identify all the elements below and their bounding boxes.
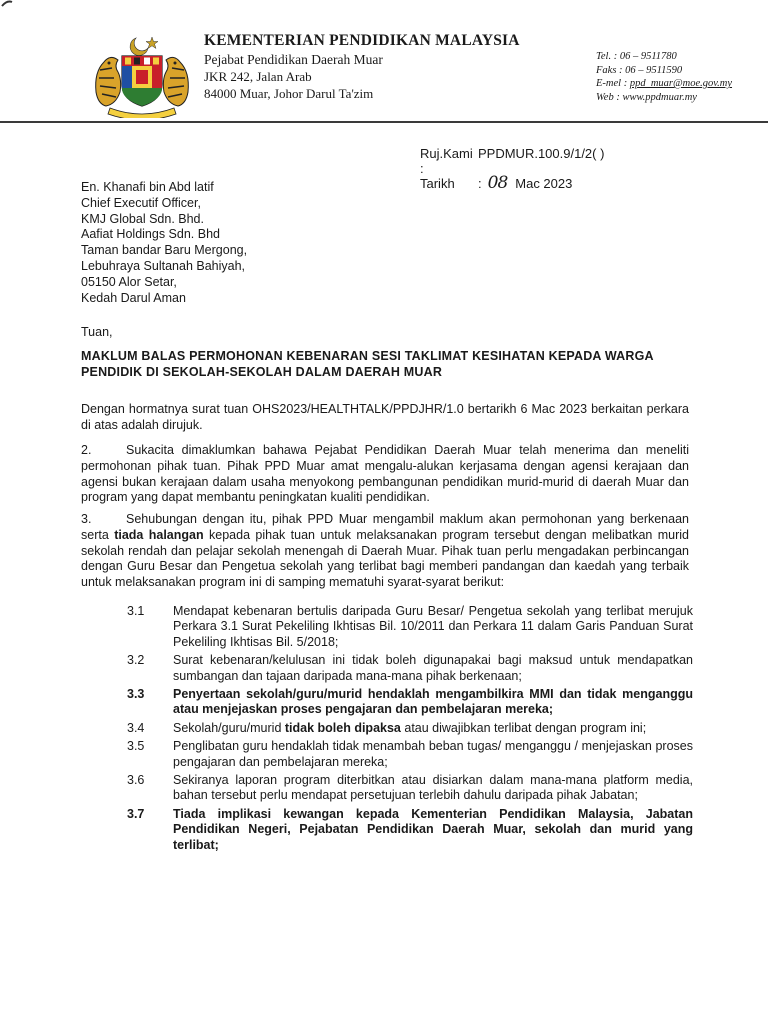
condition-item: 3.3 Penyertaan sekolah/guru/murid hendaklah mengambilkira MMI dan tidak menganggu atau menjejaskan proses pengajaran dan pembelajaran mereka; — [127, 687, 693, 717]
letter-subject: MAKLUM BALAS PERMOHONAN KEBENARAN SESI TAKLIMAT KESIHATAN KEPADA WARGA PENDIDIK DI SEKOLAH-SEKOLAH DALAM DAERAH MUAR — [81, 349, 654, 379]
contact-fax: Faks : 06 – 9511590 — [596, 64, 683, 76]
paragraph-2 — [81, 443, 689, 506]
reference-block — [420, 146, 604, 191]
recipient-address — [81, 180, 247, 306]
address-line-1: JKR 242, Jalan Arab — [204, 69, 312, 84]
paragraph-3: 3. Sehubungan dengan itu, pihak PPD Muar mengambil maklum akan permohonan yang berkenaan serta tiada halangan kepada pihak tuan untuk melaksanakan program tersebut dengan melibatkan murid sekolah rendah dan pelajar sekolah menengah di Daerah Muar. Pihak tuan perlu mengadakan perbincangan dengan Guru Besar dan Pengetua sekolah yang terlibat bagi memberi pandangan dan kaedah yang terbaik untuk melaksanakan program ini di samping mematuhi syarat-syarat berikut: — [81, 512, 689, 590]
paragraph-intro: Dengan hormatnya surat tuan OHS2023/HEALTHTALK/PPDJHR/1.0 bertarikh 6 Mac 2023 berkaitan perkara di atas adalah dirujuk. — [81, 402, 689, 432]
office-name: Pejabat Pendidikan Daerah Muar — [204, 52, 383, 67]
recipient-line: En. Khanafi bin Abd latif — [81, 180, 214, 194]
emphasis-text: tiada halangan — [114, 527, 204, 542]
condition-item: 3.7 Tiada implikasi kewangan kepada Kementerian Pendidikan Malaysia, Jabatan Pendidikan Negeri, Pejabatan Pendidikan Daerah Muar, sekolah dan murid yang terlibat; — [127, 806, 693, 852]
condition-item: 3.2 Surat kebenaran/kelulusan ini tidak boleh digunapakai bagi maksud untuk mendapatkan sumbangan dan tajaan daripada mana-mana pihak berkenaan; — [127, 653, 693, 683]
reference-number: Ruj.Kami : PPDMUR.100.9/1/2( ) — [420, 146, 605, 176]
condition-item: 3.6 Sekiranya laporan program diterbitkan atau disiarkan dalam mana-mana platform media, bahan tersebut perlu mendapat persetujuan terlebih dahulu daripada pihak Jabatan; — [127, 773, 693, 803]
ministry-name: KEMENTERIAN PENDIDIKAN MALAYSIA — [204, 32, 520, 49]
paragraph-number: 3. — [81, 512, 92, 526]
recipient-line: Chief Executif Officer, — [81, 195, 201, 210]
condition-item: 3.1 Mendapat kebenaran bertulis daripada Guru Besar/ Pengetua sekolah yang terlibat merujuk Perkara 3.1 Surat Pekeliling Ikhtisas Bil. 10/2011 dan Perkara 11 dalam Garis Panduan Surat Pekeliling Ikhtisas Bil. 5/2018; — [127, 604, 693, 649]
recipient-line: KMJ Global Sdn. Bhd. — [81, 211, 204, 226]
contact-email: E-mel : ppd_muar@moe.gov.my — [596, 78, 733, 89]
paragraph-number: 2. — [81, 443, 92, 457]
paragraph-text: Sukacita dimaklumkan bahawa Pejabat Pendidikan Daerah Muar telah menerima dan meneliti permohonan pihak tuan. Pihak PPD Muar amat mengalu-alukan kerjasama dengan agensi kerajaan dan agensi bukan kerajaan dalam usaha menyokong pembangunan pendidikan murid-murid di daerah Muar dan program yang dapat membantu peningkatan kualiti pendidikan. — [81, 443, 689, 505]
address-line-2: 84000 Muar, Johor Darul Ta'zim — [204, 86, 374, 101]
contact-web: Web : www.ppdmuar.my — [596, 91, 697, 103]
recipient-line: Aafiat Holdings Sdn. Bhd — [81, 227, 220, 242]
condition-item: 3.5 Penglibatan guru hendaklah tidak menambah beban tugas/ menganggu / menjejaskan proses pengajaran dan pembelajaran mereka; — [127, 739, 693, 769]
letter-date: Tarikh : 08 Mac 2023 — [420, 173, 573, 193]
conditions-list — [127, 604, 693, 856]
condition-item: 3.4 Sekolah/guru/murid tidak boleh dipaksa atau diwajibkan terlibat dengan program ini; — [127, 720, 647, 735]
recipient-line: Taman bandar Baru Mergong, — [81, 243, 248, 258]
contact-tel: Tel. : 06 – 9511780 — [596, 51, 677, 62]
handwritten-day: 08 — [487, 173, 508, 193]
header-divider — [0, 121, 768, 123]
scan-corner-mark — [0, 0, 14, 8]
coat-of-arms-icon — [92, 34, 192, 118]
salutation: Tuan, — [81, 325, 113, 339]
recipient-line: Lebuhraya Sultanah Bahiyah, — [81, 258, 246, 273]
letterhead — [204, 32, 520, 102]
recipient-line: Kedah Darul Aman — [81, 290, 186, 305]
contact-block — [596, 50, 732, 104]
recipient-line: 05150 Alor Setar, — [81, 274, 177, 289]
